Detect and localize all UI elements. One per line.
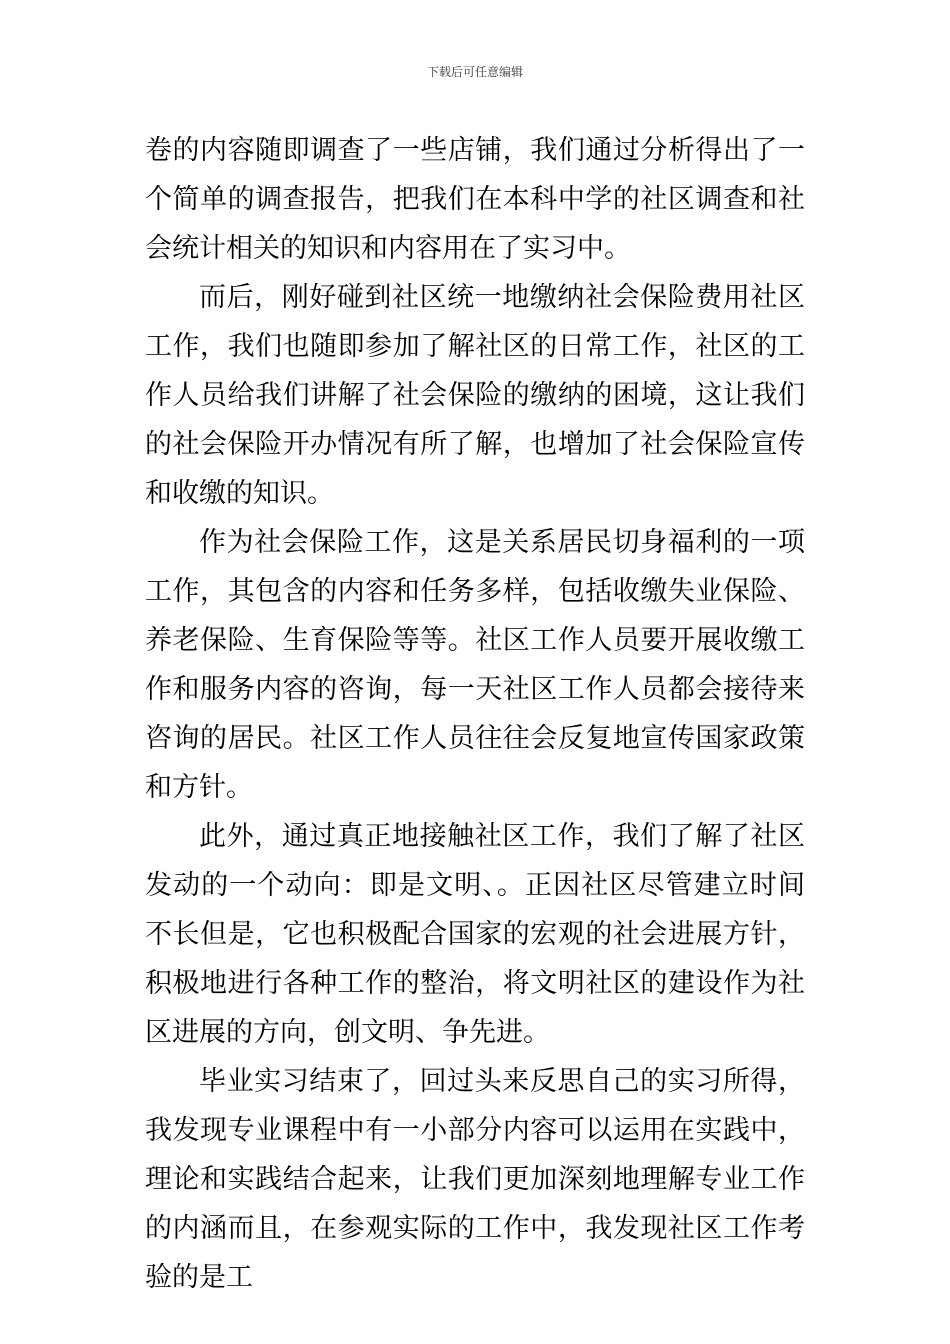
paragraph-continuation: 卷的内容随即调查了一些店铺，我们通过分析得出了一个简单的调查报告，把我们在本科中学的社区调查和社会统计相关的知识和内容用在了实习中。 (145, 135, 805, 264)
document-body (145, 126, 805, 1302)
page-header: 下载后可任意编辑 (426, 65, 523, 79)
paragraph: 而后，刚好碰到社区统一地缴纳社会保险费用社区工作，我们也随即参加了解社区的日常工作，社区的工作人员给我们讲解了社会保险的缴纳的困境，这让我们的社会保险开办情况有所了解，也增加了社会保险宣传和收缴的知识。 (145, 282, 805, 509)
paragraph: 此外，通过真正地接触社区工作，我们了解了社区发动的一个动向：即是文明、。正因社区尽管建立时间不长但是，它也积极配合国家的宏观的社会进展方针，积极地进行各种工作的整治，将文明社区的建设作为社区进展的方向，创文明、争先进。 (145, 821, 805, 1048)
paragraph: 毕业实习结束了，回过头来反思自己的实习所得，我发现专业课程中有一小部分内容可以运用在实践中，理论和实践结合起来，让我们更加深刻地理解专业工作的内涵而且，在参观实际的工作中，我发现社区工作考验的是工 (145, 1066, 805, 1293)
paragraph: 作为社会保险工作，这是关系居民切身福利的一项工作，其包含的内容和任务多样，包括收缴失业保险、养老保险、生育保险等等。社区工作人员要开展收缴工作和服务内容的咨询，每一天社区工作人员都会接待来咨询的居民。社区工作人员往往会反复地宣传国家政策和方针。 (145, 527, 805, 803)
